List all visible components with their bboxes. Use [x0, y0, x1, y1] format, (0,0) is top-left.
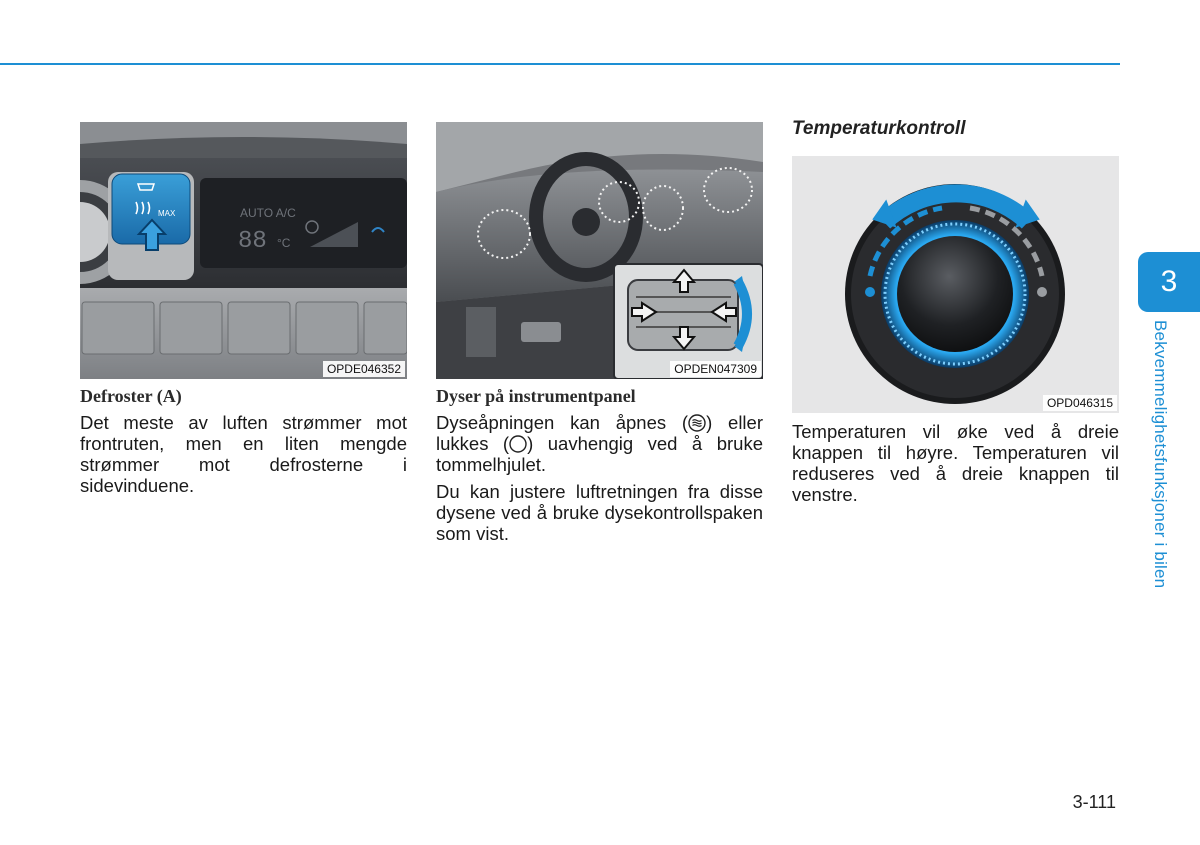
- display-auto-ac: AUTO A/C: [240, 206, 296, 220]
- vents-figure: [436, 122, 763, 379]
- vent-closed-icon: [509, 435, 527, 453]
- chapter-number-tab: 3: [1138, 252, 1200, 312]
- temperature-knob-illustration: [792, 156, 1119, 413]
- text-fragment: Dyseåpningen kan åpnes (: [436, 412, 689, 433]
- defroster-illustration: [80, 122, 407, 379]
- defroster-text: Det meste av luften strømmer mot frontruten, men en liten mengde strømmer mot defrosterne i sidevinduene.: [80, 412, 407, 496]
- page-number: 3-111: [1072, 792, 1116, 812]
- temperature-text: Temperaturen vil øke ved å dreie knappen til høyre. Temperaturen vil reduseres ved å dreie knappen til venstre.: [792, 421, 1119, 505]
- text-fragment: ) eller lukkes (: [436, 412, 763, 454]
- figure-code: OPDEN047309: [670, 361, 761, 377]
- vents-paragraph-2: Du kan justere luftretningen fra disse dysene ved å bruke dysekontrollspaken som vist.: [436, 481, 763, 544]
- vents-paragraph-1: [436, 412, 763, 475]
- figure-caption: Dyser på instrumentpanel: [436, 386, 636, 406]
- display-temp: 88: [238, 228, 267, 255]
- temperature-figure: [792, 156, 1119, 413]
- vent-open-icon: [688, 414, 706, 432]
- defroster-figure: [80, 122, 407, 379]
- chapter-title: Bekvemmelighetsfunksjoner i bilen: [1151, 320, 1170, 589]
- max-label: MAX: [158, 209, 176, 218]
- figure-caption: Defroster (A): [80, 386, 182, 406]
- text-fragment: ) uavhengig ved å bruke tommelhjulet.: [436, 433, 763, 475]
- figure-code: OPDE046352: [323, 361, 405, 377]
- dashboard-illustration: [436, 122, 763, 379]
- display-unit: °C: [277, 236, 291, 250]
- section-heading: Temperaturkontroll: [792, 118, 966, 139]
- top-rule: [0, 63, 1120, 65]
- figure-code: OPD046315: [1043, 395, 1117, 411]
- vents-text: [436, 412, 763, 550]
